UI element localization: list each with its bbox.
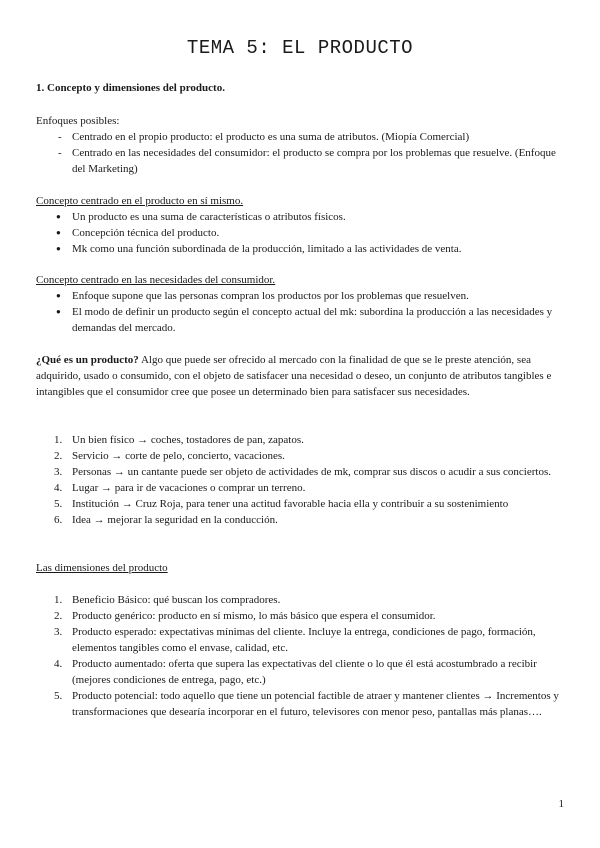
que-es-question: ¿Qué es un producto? (36, 354, 139, 366)
dimensiones-block (36, 560, 566, 720)
section-heading: 1. Concepto y dimensiones del producto. (36, 82, 225, 94)
tipos-block (36, 432, 566, 528)
tipos-list (36, 432, 566, 528)
concepto-producto-heading: Concepto centrado en el producto en sí mismo. (36, 195, 244, 207)
concepto-necesidades-block (36, 272, 566, 336)
list-item: ● Un producto es una suma de características o atributos físicos. (36, 209, 566, 225)
list-item: 4. Producto aumentado: oferta que supera las expectativas del cliente o lo que él está acostumbrado a recibir (mejores condiciones de entrega, pago, etc.) (54, 658, 537, 686)
enfoques-block (36, 113, 566, 177)
page-title: TEMA 5: EL PRODUCTO (186, 37, 414, 59)
list-item: 3. Personas → un cantante puede ser objeto de actividades de mk, comprar sus discos o acudir a sus conciertos. (54, 466, 551, 478)
list-item: 1. Un bien físico → coches, tostadores de pan, zapatos. (54, 434, 304, 446)
list-item: 5. Institución → Cruz Roja, para tener una actitud favorable hacia ella y contribuir a su sostenimiento (54, 498, 509, 510)
dimensiones-heading: Las dimensiones del producto (36, 562, 168, 574)
enfoques-label: Enfoques posibles: (36, 115, 120, 127)
list-item: - Centrado en las necesidades del consumidor: el producto se compra por los problemas que resuelve. (Enfoque del Marketing) (36, 145, 566, 177)
list-item: 1. Beneficio Básico: qué buscan los compradores. (54, 594, 281, 606)
list-item: ● Concepción técnica del producto. (36, 225, 566, 241)
list-item: 6. Idea → mejorar la seguridad en la conducción. (54, 514, 278, 526)
list-item: 3. Producto esperado: expectativas mínimas del cliente. Incluye la entrega, condiciones de pago, formación, elementos tangibles como el envase, calidad, etc. (54, 626, 536, 654)
concepto-producto-list (36, 209, 566, 257)
list-item: 2. Servicio → corte de pelo, concierto, vacaciones. (54, 450, 285, 462)
list-item: 5. Producto potencial: todo aquello que tiene un potencial factible de atraer y mantener clientes → Incrementos y transformaciones que desearía incorporar en el futuro, televisores con menor peso, pantallas más planas…. (54, 690, 559, 718)
concepto-necesidades-heading: Concepto centrado en las necesidades del consumidor. (36, 274, 276, 286)
list-item: ● Mk como una función subordinada de la producción, limitado a las actividades de venta. (36, 241, 566, 257)
page-number: 1 (558, 798, 564, 810)
list-item: 4. Lugar → para ir de vacaciones o comprar un terreno. (54, 482, 306, 494)
concepto-necesidades-list (36, 288, 566, 336)
que-es-paragraph (36, 352, 566, 400)
concepto-producto-block (36, 193, 566, 257)
list-item: ● El modo de definir un producto según el concepto actual del mk: subordina la producción a las necesidades y demandas del mercado. (36, 304, 566, 336)
que-es-text: Algo que puede ser ofrecido al mercado con la finalidad de que se le preste atención, sea adquirido, usado o consumido, con el objeto de satisfacer una necesidad o deseo, un conjunto de atributos tangibles e intangibles que el consumidor cree que posee un determinado bien para satisfacer sus necesidades. (36, 354, 552, 398)
enfoques-list (36, 129, 566, 177)
list-item: 2. Producto genérico: producto en sí mismo, lo más básico que espera el consumidor. (54, 610, 436, 622)
list-item: - Centrado en el propio producto: el producto es una suma de atributos. (Miopía Comercial) (36, 129, 566, 145)
dimensiones-list (36, 592, 566, 720)
list-item: ● Enfoque supone que las personas compran los productos por los problemas que resuelven. (36, 288, 566, 304)
